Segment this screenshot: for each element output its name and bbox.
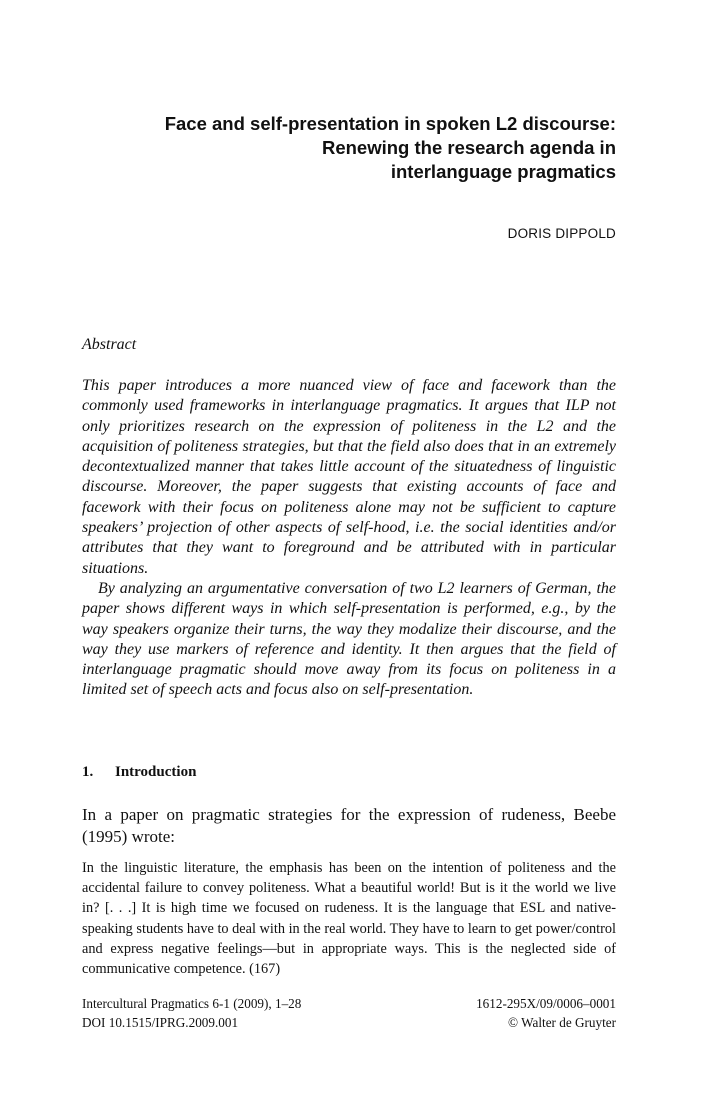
abstract-paragraph-2: By analyzing an argumentative conversation of two L2 learners of German, the paper shows different ways in which self-presentation is performed, e.g., by the way speakers organize their turns, the way they modalize their discourse, and the way they use markers of reference and identity. It then argues that the field of interlanguage pragmatic should move away from its focus on politeness in a limited set of speech acts and focus also on self-presentation. <box>82 579 616 699</box>
page-footer <box>82 994 616 1032</box>
abstract-body <box>82 376 616 701</box>
section-title: Introduction <box>115 764 197 780</box>
author-name: DORIS DIPPOLD <box>507 226 616 241</box>
paper-title <box>82 112 616 184</box>
intro-paragraph: In a paper on pragmatic strategies for the expression of rudeness, Beebe (1995) wrote: <box>82 805 616 846</box>
footer-doi: DOI 10.1515/IPRG.2009.001 <box>82 1015 239 1030</box>
footer-publisher: © Walter de Gruyter <box>508 1015 616 1030</box>
title-line-2: Renewing the research agenda in <box>321 137 616 158</box>
abstract-heading: Abstract <box>82 336 137 353</box>
title-line-1: Face and self-presentation in spoken L2 discourse: <box>164 113 616 134</box>
title-line-3: interlanguage pragmatics <box>390 161 616 182</box>
paper-page <box>82 0 616 1094</box>
section-heading-introduction <box>82 764 196 781</box>
section-number: 1. <box>82 764 94 780</box>
footer-issn: 1612-295X/09/0006–0001 <box>476 996 616 1011</box>
block-quote: In the linguistic literature, the emphasis has been on the intention of politeness and the accidental failure to convey politeness. What a beautiful world! But is it the world we live in? [. . .] It is high time we focused on rudeness. It is the language that ESL and native-speaking students have to deal with in the real world. They have to learn to get power/control and express negative feelings—but in appropriate ways. This is the neglected side of communicative competence. (167) <box>82 860 616 978</box>
footer-journal: Intercultural Pragmatics 6-1 (2009), 1–28 <box>82 996 302 1011</box>
abstract-paragraph-1: This paper introduces a more nuanced view of face and facework than the commonly used frameworks in interlanguage pragmatics. It argues that ILP not only prioritizes research on the expression of politeness in the L2 and the acquisition of politeness strategies, but that the field also does that in an extremely decontextualized manner that takes little account of the situatedness of linguistic discourse. Moreover, the paper suggests that existing accounts of face and facework with their focus on politeness alone may not be sufficient to capture speakers’ projection of other aspects of self-hood, i.e. the social identities and/or attributes that they want to foreground and be attributed with in particular situations. <box>82 377 616 577</box>
